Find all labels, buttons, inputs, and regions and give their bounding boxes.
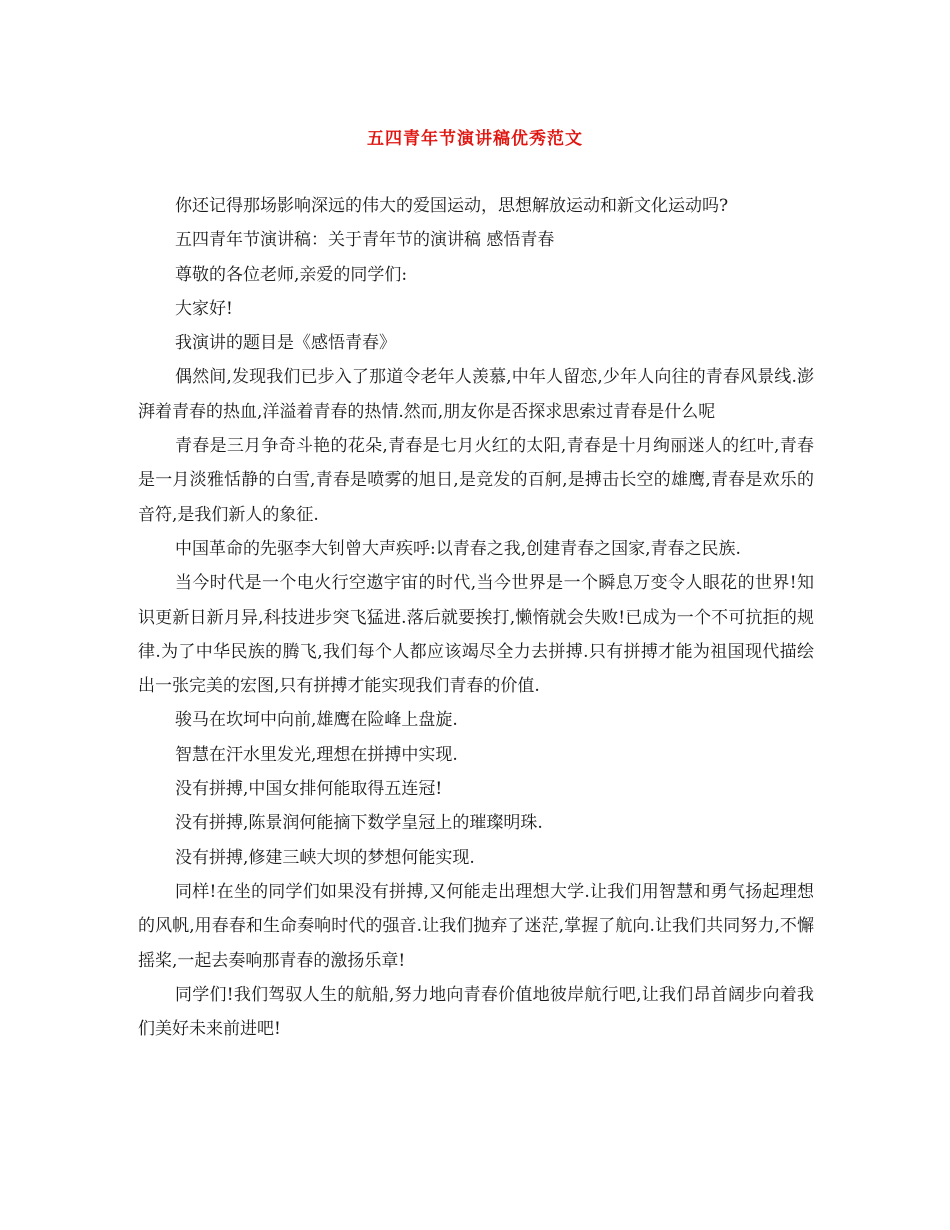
paragraph: 你还记得那场影响深远的伟大的爱国运动，思想解放运动和新文化运动吗?	[175, 196, 729, 216]
document-body	[138, 189, 814, 1046]
paragraph: 骏马在坎坷中向前,雄鹰在险峰上盘旋.	[175, 710, 458, 731]
paragraph: 智慧在汗水里发光,理想在拼搏中实现.	[175, 744, 458, 765]
paragraph: 同学们!我们驾驭人生的航船,努力地向青春价值地彼岸航行吧,让我们昂首阔步向着我们美好未来前进吧!	[138, 984, 814, 1040]
paragraph: 尊敬的各位老师,亲爱的同学们:	[175, 264, 408, 285]
paragraph: 中国革命的先驱李大钊曾大声疾呼:以青春之我,创建青春之国家,青春之民族.	[175, 538, 741, 559]
paragraph: 没有拼搏,修建三峡大坝的梦想何能实现.	[175, 847, 475, 868]
paragraph: 没有拼搏,陈景润何能摘下数学皇冠上的璀璨明珠.	[175, 813, 543, 834]
paragraph: 我演讲的题目是《感悟青春》	[175, 333, 396, 354]
document-title: 五四青年节演讲稿优秀范文	[367, 129, 583, 149]
paragraph: 大家好!	[175, 298, 233, 319]
paragraph: 同样!在坐的同学们如果没有拼搏,又何能走出理想大学.让我们用智慧和勇气扬起理想的风帆,用春春和生命奏响时代的强音.让我们抛弃了迷茫,掌握了航向.让我们共同努力,不懈摇桨,一起去奏响那青春的激扬乐章!	[138, 881, 814, 971]
paragraph: 当今时代是一个电火行空遨宇宙的时代,当今世界是一个瞬息万变令人眼花的世界!知识更新日新月异,科技进步突飞猛进.落后就要挨打,懒惰就会失败!已成为一个不可抗拒的规律.为了中华民族的腾飞,我们每个人都应该竭尽全力去拼搏.只有拼搏才能为祖国现代描绘出一张完美的宏图,只有拼搏才能实现我们青春的价值.	[138, 573, 814, 697]
paragraph: 青春是三月争奇斗艳的花朵,青春是七月火红的太阳,青春是十月绚丽迷人的红叶,青春是一月淡雅恬静的白雪,青春是喷雾的旭日,是竞发的百舸,是搏击长空的雄鹰,青春是欢乐的音符,是我们新人的象征.	[138, 436, 814, 525]
paragraph: 五四青年节演讲稿：关于青年节的演讲稿 感悟青春	[175, 230, 555, 251]
paragraph: 没有拼搏,中国女排何能取得五连冠!	[175, 779, 443, 800]
paragraph: 偶然间,发现我们已步入了那道令老年人羡慕,中年人留恋,少年人向往的青春风景线.澎湃着青春的热血,洋溢着青春的热情.然而,朋友你是否探求思索过青春是什么呢	[138, 367, 814, 422]
